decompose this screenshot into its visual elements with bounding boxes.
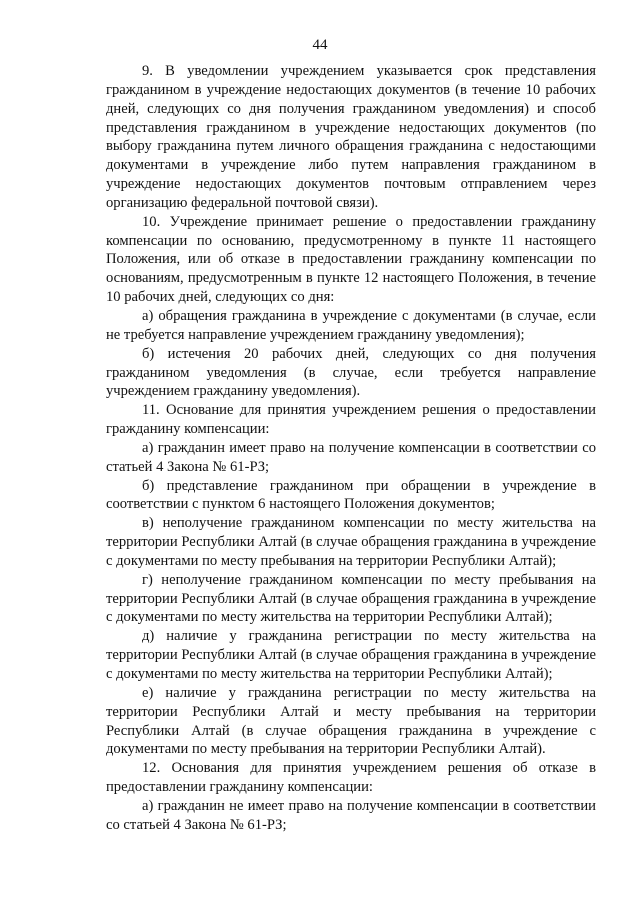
- paragraph-9: 9. В уведомлении учреждением указывается срок представления гражданином в учреждение недостающих документов (в течение 10 рабочих дней, следующих со дня получения гражданином уведомления) и способ представления гражданином в учреждение недостающих документов (по выбору гражданина путем личного обращения гражданина с недостающими документами в учреждение либо путем направления гражданином в учреждение недостающих документов почтовым отправлением через организацию федеральной почтовой связи).: [106, 63, 596, 211]
- paragraph-12-item-a: а) гражданин не имеет право на получение компенсации в соответствии со статьей 4 Закона № 61-РЗ;: [106, 797, 596, 833]
- paragraph-10-item-b: б) истечения 20 рабочих дней, следующих со дня получения гражданином уведомления (в случае, если требуется направление учреждением гражданину уведомления).: [106, 345, 596, 400]
- page-number: 44: [312, 37, 328, 53]
- paragraph-11-item-g: г) неполучение гражданином компенсации по месту пребывания на территории Республики Алтай (в случае обращения гражданина в учреждение с документами по месту жительства на территории Республики Алтай);: [106, 571, 596, 626]
- paragraph-10-item-a: а) обращения гражданина в учреждение с документами (в случае, если не требуется направление учреждением гражданину уведомления);: [106, 307, 596, 343]
- paragraph-10: 10. Учреждение принимает решение о предоставлении гражданину компенсации по основанию, предусмотренному в пункте 11 настоящего Положения, или об отказе в предоставлении гражданину компенсации по основаниям, предусмотренным в пункте 12 настоящего Положения, в течение 10 рабочих дней, следующих со дня:: [106, 213, 596, 306]
- paragraph-11-item-v: в) неполучение гражданином компенсации по месту жительства на территории Республики Алтай (в случае обращения гражданина в учреждение с документами по месту пребывания на территории Республики Алтай);: [106, 515, 596, 569]
- paragraph-11: 11. Основание для принятия учреждением решения о предоставлении гражданину компенсации:: [106, 402, 596, 438]
- paragraph-11-item-a: а) гражданин имеет право на получение компенсации в соответствии со статьей 4 Закона № 61-РЗ;: [106, 439, 596, 475]
- paragraph-11-item-d: д) наличие у гражданина регистрации по месту жительства на территории Республики Алтай (в случае обращения гражданина в учреждение с документами по месту жительства на территории Республики Алтай);: [106, 628, 596, 682]
- document-body: [106, 62, 596, 835]
- paragraph-12: 12. Основания для принятия учреждением решения об отказе в предоставлении гражданину компенсации:: [106, 760, 596, 796]
- paragraph-11-item-b: б) представление гражданином при обращении в учреждение в соответствии с пунктом 6 настоящего Положения документов;: [106, 477, 596, 513]
- paragraph-11-item-e: е) наличие у гражданина регистрации по месту жительства на территории Республики Алтай и месту пребывания на территории Республики Алтай (в случае обращения гражданина в учреждение с документами по месту пребывания на территории Республики Алтай).: [106, 684, 596, 758]
